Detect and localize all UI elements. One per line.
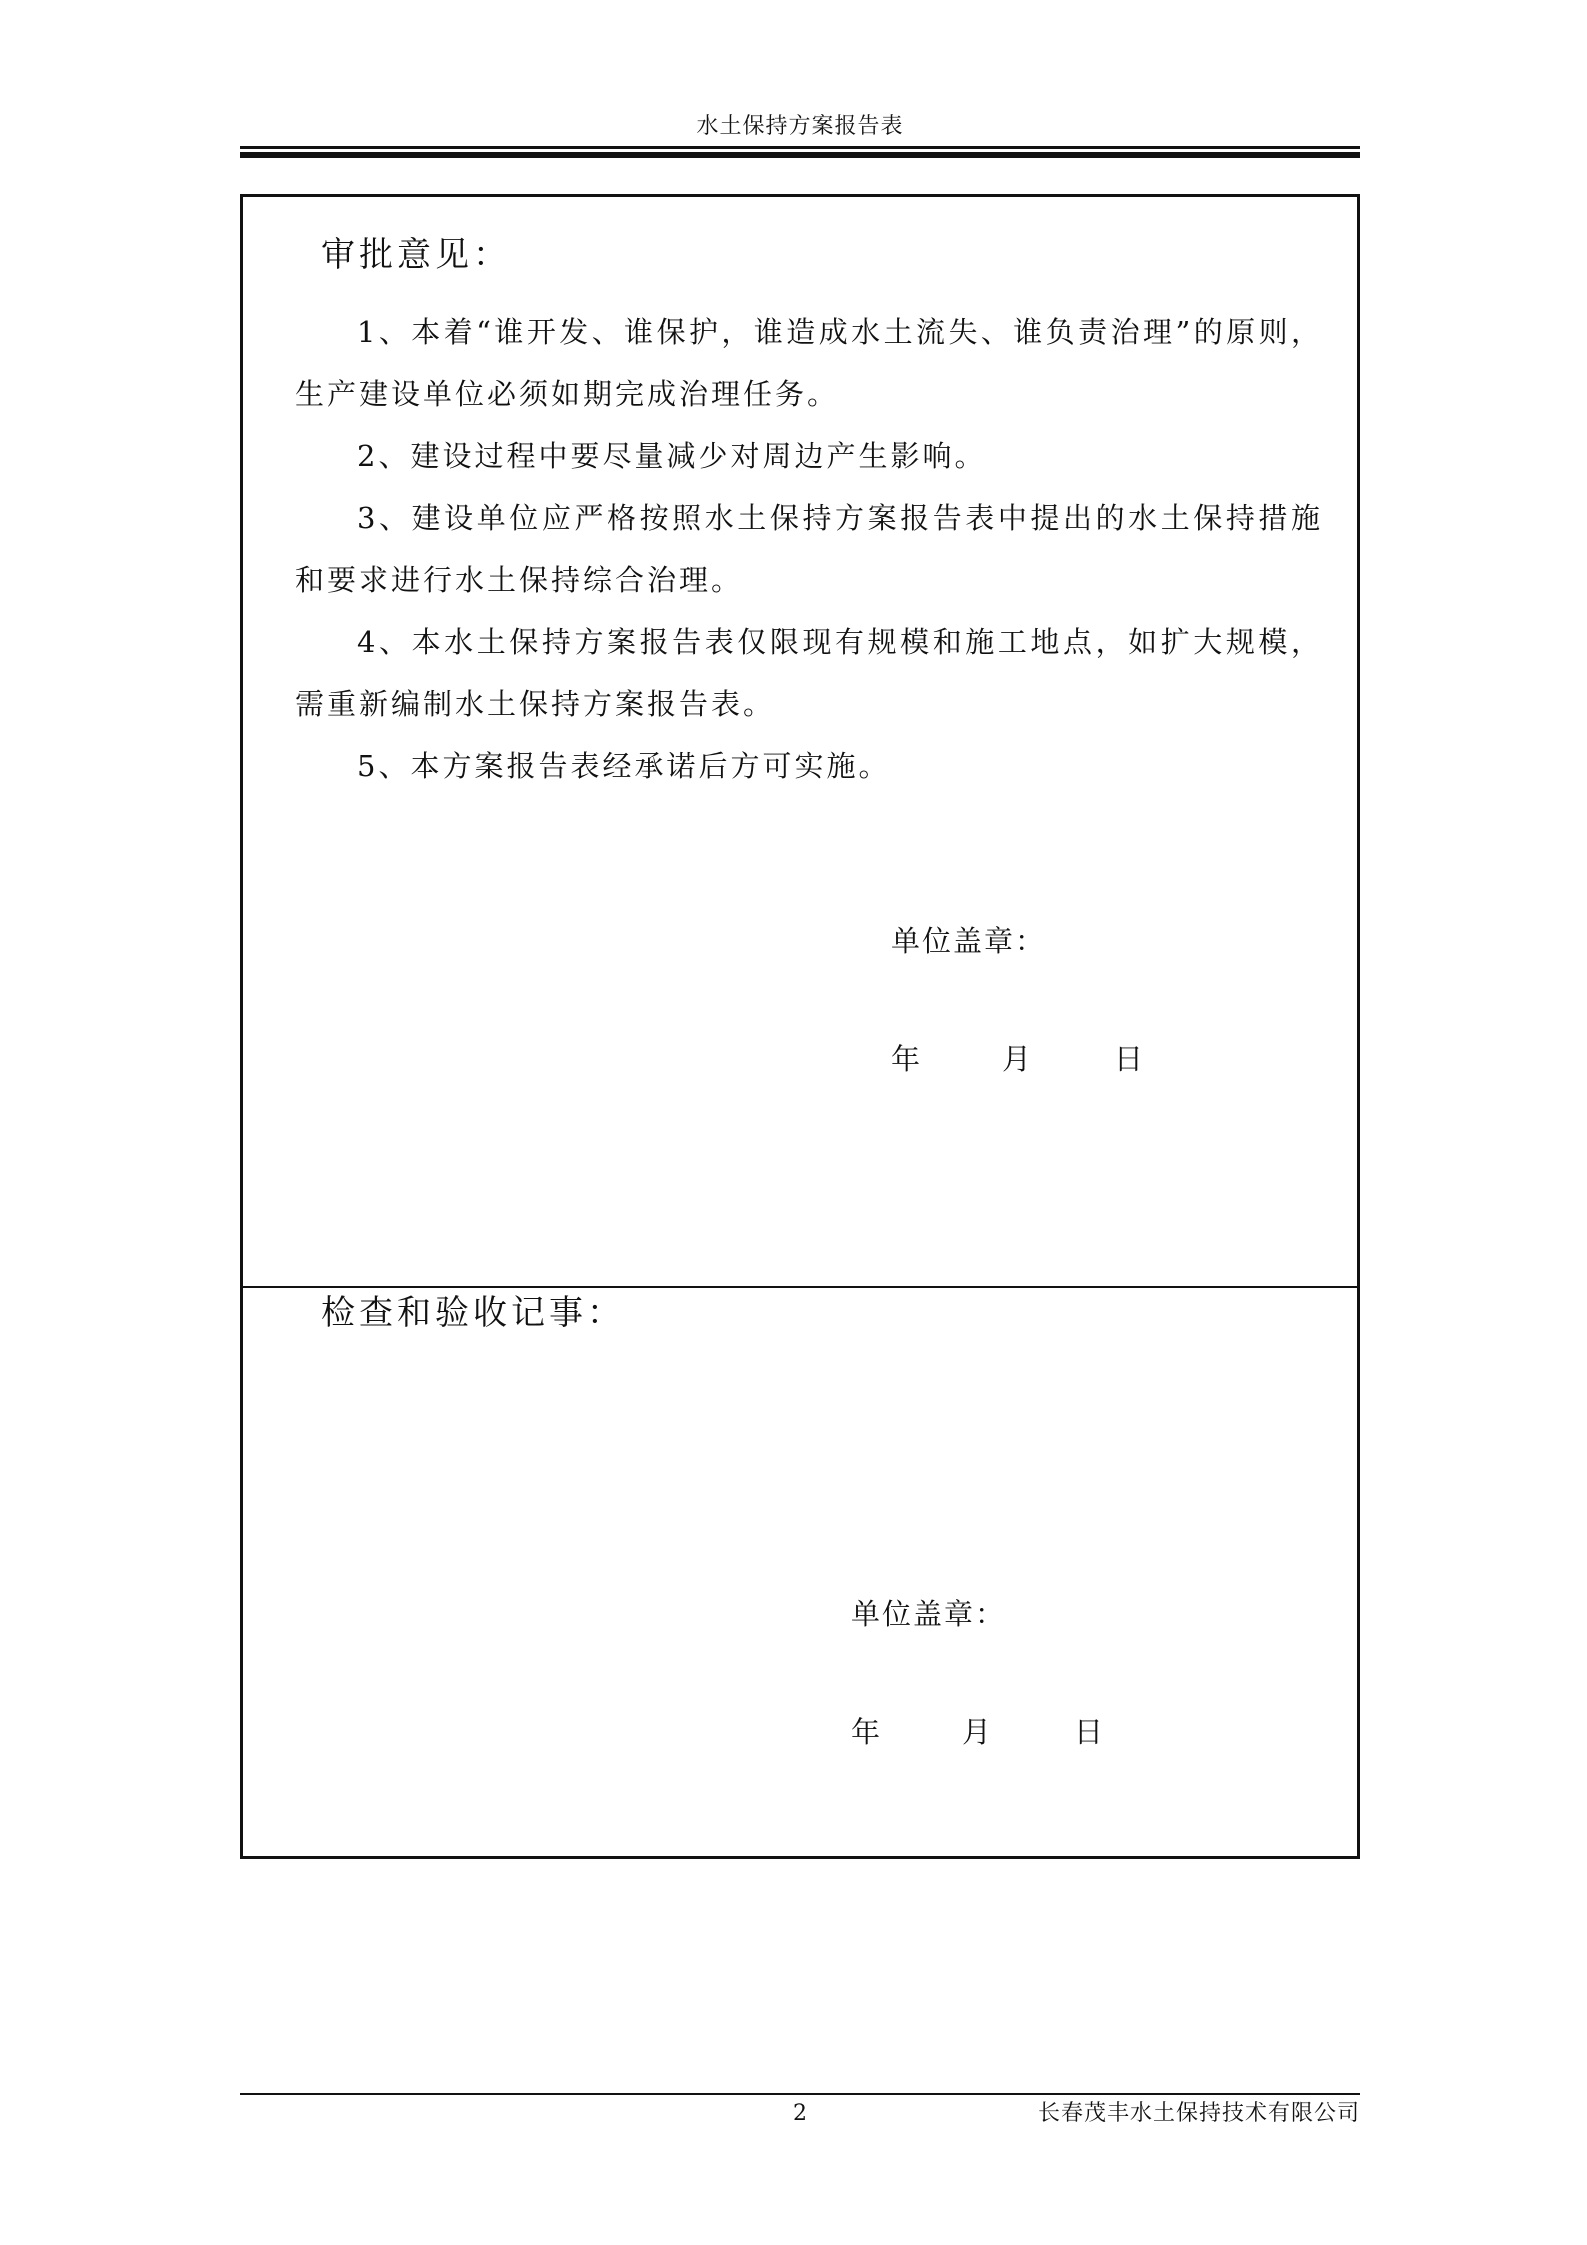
approval-form-table bbox=[240, 194, 1360, 1859]
approval-signature-block bbox=[891, 921, 1145, 1079]
approval-opinion-list bbox=[295, 301, 1323, 797]
opinion-item-1: 1、本着“谁开发、谁保护，谁造成水土流失、谁负责治理”的原则，生产建设单位必须如期完成治理任务。 bbox=[295, 315, 1323, 411]
inspection-date-day: 日 bbox=[1074, 1715, 1106, 1749]
opinion-item-3: 3、建设单位应严格按照水土保持方案报告表中提出的水土保持措施和要求进行水土保持综合治理。 bbox=[295, 501, 1323, 597]
inspection-signature-block bbox=[851, 1594, 1105, 1752]
approval-date-year: 年 bbox=[891, 1042, 923, 1076]
approval-date-row bbox=[891, 1039, 1145, 1079]
approval-section-heading: 审批意见： bbox=[321, 235, 511, 275]
inspection-section-heading: 检查和验收记事： bbox=[321, 1293, 625, 1333]
inspection-date-month: 月 bbox=[962, 1715, 994, 1749]
inspection-date-year: 年 bbox=[851, 1715, 883, 1749]
footer-rule bbox=[240, 2093, 1360, 2095]
page-number: 2 bbox=[793, 2101, 807, 2126]
inspection-date-row bbox=[851, 1712, 1105, 1752]
page-header-title: 水土保持方案报告表 bbox=[696, 114, 904, 139]
footer-company-name: 长春茂丰水土保持技术有限公司 bbox=[1037, 2101, 1360, 2126]
inspection-seal-label: 单位盖章： bbox=[851, 1597, 1007, 1631]
opinion-item-2: 2、建设过程中要尽量减少对周边产生影响。 bbox=[357, 439, 987, 473]
opinion-item-5: 5、本方案报告表经承诺后方可实施。 bbox=[357, 749, 891, 783]
approval-date-day: 日 bbox=[1114, 1042, 1146, 1076]
opinion-item-4: 4、本水土保持方案报告表仅限现有规模和施工地点，如扩大规模，需重新编制水土保持方案报告表。 bbox=[295, 625, 1323, 721]
approval-seal-label: 单位盖章： bbox=[891, 924, 1047, 958]
section-divider bbox=[243, 1286, 1357, 1288]
header-double-rule bbox=[240, 146, 1360, 158]
approval-date-month: 月 bbox=[1002, 1042, 1034, 1076]
